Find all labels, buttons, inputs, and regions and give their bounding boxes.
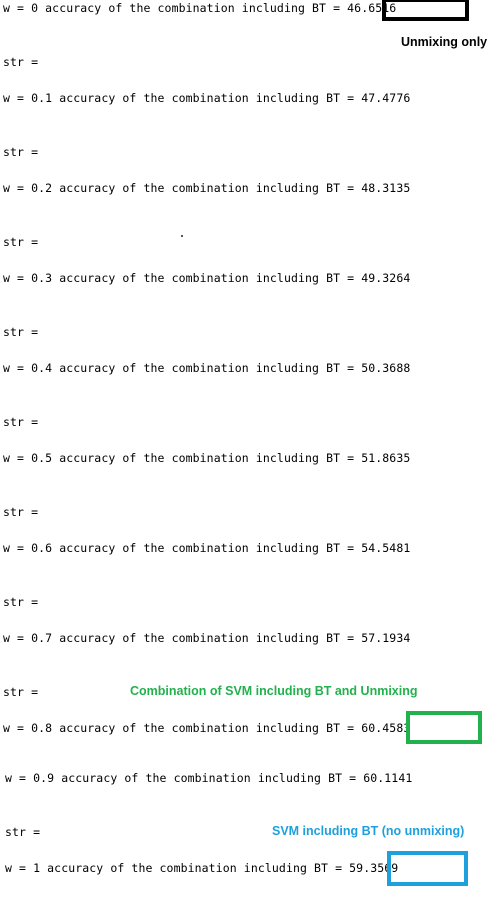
output-line-w01 xyxy=(3,91,410,105)
annotation-combination: Combination of SVM including BT and Unmixing xyxy=(130,684,418,698)
line-text: w = 0 accuracy of the combination including BT = xyxy=(3,1,348,15)
accuracy-value: 50.3688 xyxy=(361,361,411,375)
annotation-unmixing-only: Unmixing only xyxy=(401,35,488,49)
line-text: w = 0.5 accuracy of the combination including BT = xyxy=(3,451,362,465)
output-line-w1 xyxy=(5,861,398,875)
output-line-w05 xyxy=(3,451,410,465)
output-line-str: str = xyxy=(3,595,39,609)
line-text: w = 0.9 accuracy of the combination including BT = xyxy=(5,771,364,785)
accuracy-value: 60.4583 xyxy=(361,721,411,735)
output-line-str: str = xyxy=(3,145,39,159)
output-line-w07 xyxy=(3,631,410,645)
output-line-str: str = xyxy=(3,55,39,69)
line-text: w = 0.3 accuracy of the combination including BT = xyxy=(3,271,362,285)
output-line-str: str = xyxy=(3,415,39,429)
line-text: w = 0.6 accuracy of the combination including BT = xyxy=(3,541,362,555)
accuracy-value: 54.5481 xyxy=(361,541,411,555)
output-line-w09 xyxy=(5,771,412,785)
line-text: w = 0.7 accuracy of the combination including BT = xyxy=(3,631,362,645)
line-text: w = 0.1 accuracy of the combination including BT = xyxy=(3,91,362,105)
output-line-str: str = xyxy=(3,325,39,339)
accuracy-value: 46.6516 xyxy=(347,1,397,15)
highlight-box-svm xyxy=(387,851,468,886)
output-line-str: str = xyxy=(3,685,39,699)
accuracy-value: 47.4776 xyxy=(361,91,411,105)
line-text: w = 0.2 accuracy of the combination including BT = xyxy=(3,181,362,195)
accuracy-value: 57.1934 xyxy=(361,631,411,645)
stray-dot xyxy=(181,235,183,237)
line-text: w = 1 accuracy of the combination including BT = xyxy=(5,861,350,875)
highlight-box-unmixing xyxy=(382,0,469,21)
accuracy-value: 59.3569 xyxy=(349,861,399,875)
output-line-w0 xyxy=(3,1,396,15)
accuracy-value: 48.3135 xyxy=(361,181,411,195)
output-line-w03 xyxy=(3,271,410,285)
accuracy-value: 51.8635 xyxy=(361,451,411,465)
output-line-w02 xyxy=(3,181,410,195)
output-line-str: str = xyxy=(5,825,41,839)
output-line-w06 xyxy=(3,541,410,555)
line-text: w = 0.4 accuracy of the combination including BT = xyxy=(3,361,362,375)
highlight-box-combination xyxy=(406,711,482,744)
annotation-svm-only: SVM including BT (no unmixing) xyxy=(272,824,465,838)
output-line-str: str = xyxy=(3,235,39,249)
output-line-w04 xyxy=(3,361,410,375)
accuracy-value: 60.1141 xyxy=(363,771,413,785)
output-line-str: str = xyxy=(3,505,39,519)
accuracy-value: 49.3264 xyxy=(361,271,411,285)
output-line-w08 xyxy=(3,721,410,735)
line-text: w = 0.8 accuracy of the combination including BT = xyxy=(3,721,362,735)
